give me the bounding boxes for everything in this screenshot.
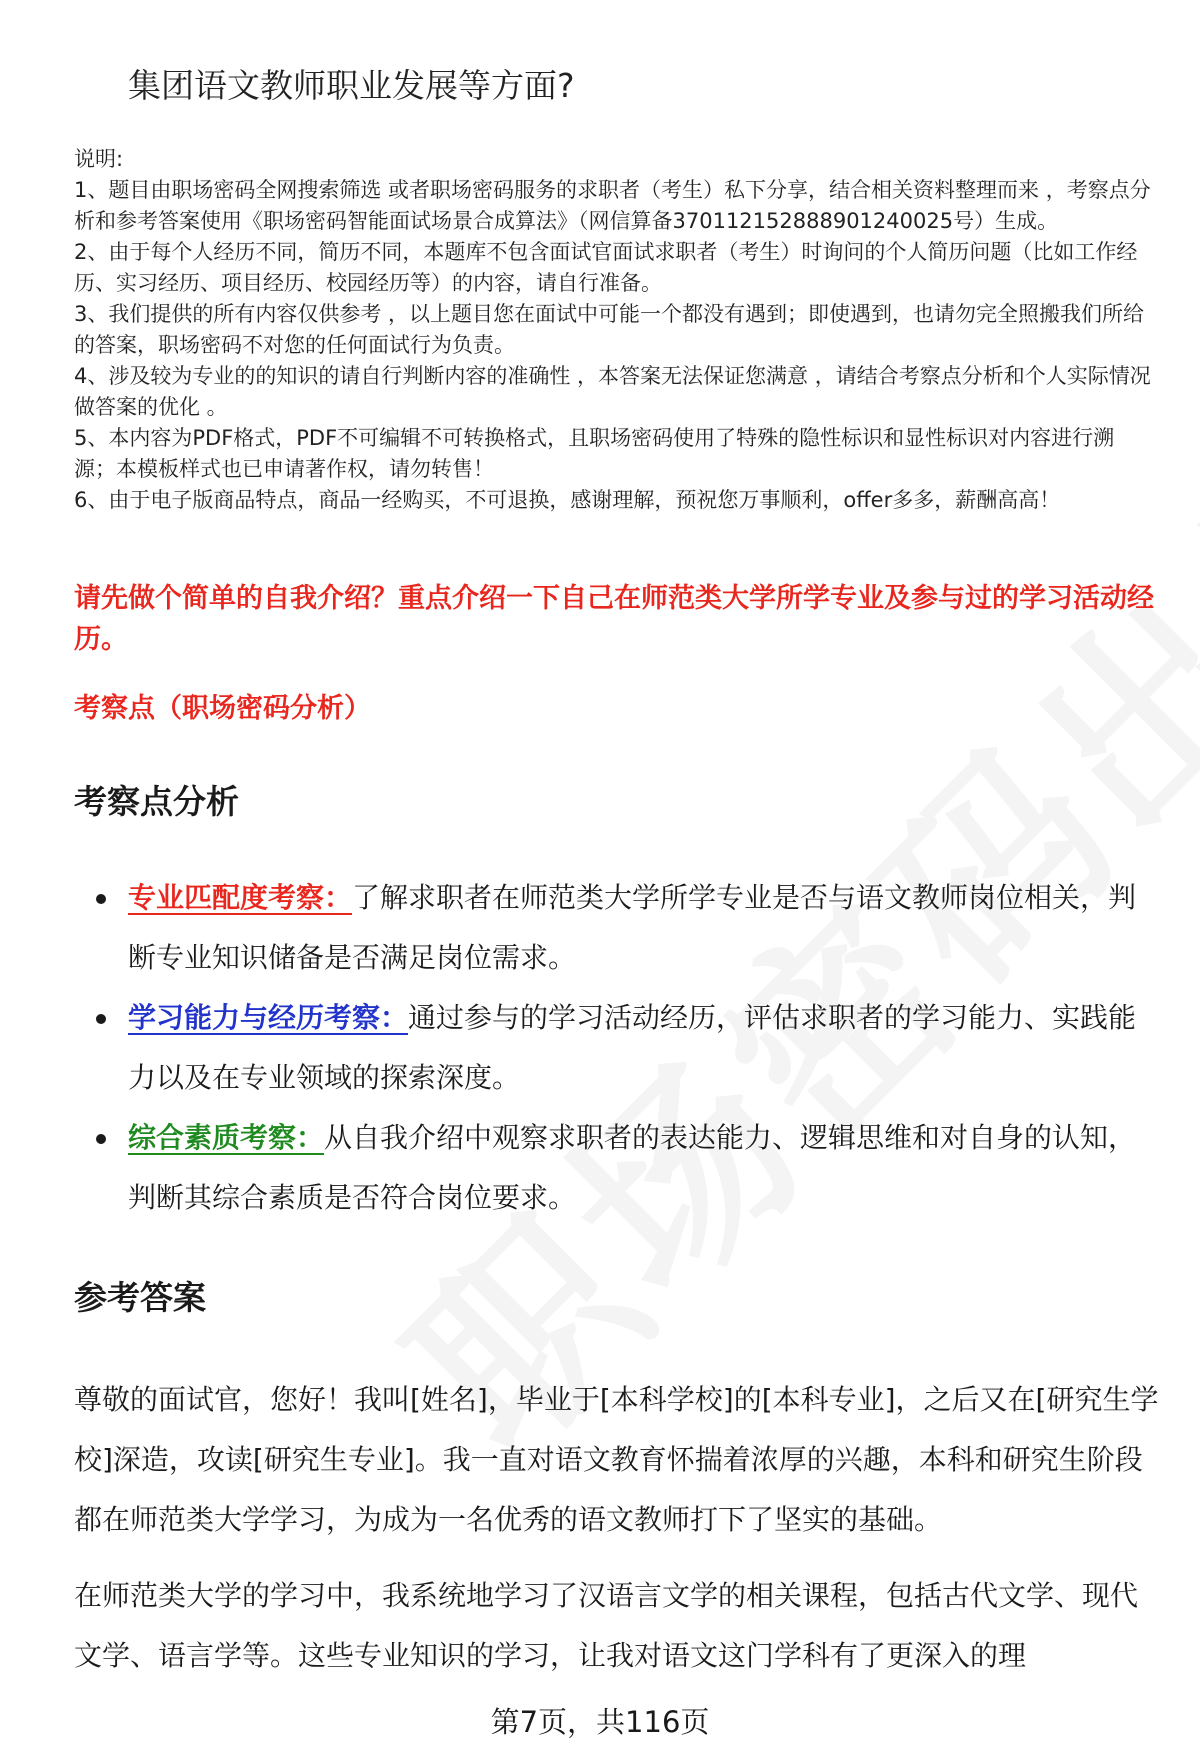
note-item: 2、由于每个人经历不同，简历不同，本题库不包含面试官面试求职者（考生）时询问的个人简历问题（比如工作经历、实习经历、项目经历、校园经历等）的内容，请自行准备。	[74, 240, 1138, 295]
notes-section	[74, 144, 1154, 516]
note-item: 4、涉及较为专业的的知识的请自行判断内容的准确性 ，本答案无法保证您满意 ，请结合考察点分析和个人实际情况做答案的优化 。	[74, 364, 1151, 419]
analysis-text: 从自我介绍中观察求职者的表达能力、逻辑思维和对自身的认知，判断其综合素质是否符合岗位要求。	[128, 1121, 1137, 1214]
analysis-item	[96, 868, 1156, 988]
analysis-text: 了解求职者在师范类大学所学专业是否与语文教师岗位相关，判断专业知识储备是否满足岗位需求。	[128, 881, 1137, 974]
assessment-points-label: 考察点（职场密码分析）	[74, 693, 371, 724]
analysis-item	[96, 988, 1156, 1108]
bullet-icon	[96, 1014, 106, 1024]
analysis-list	[96, 868, 1156, 1228]
bullet-icon	[96, 894, 106, 904]
note-item: 1、题目由职场密码全网搜索筛选 或者职场密码服务的求职者（考生）私下分享，结合相关资料整理而来 ，考察点分析和参考答案使用《职场密码智能面试场景合成算法》（网信算备370112152888901240025号）生成。	[74, 178, 1151, 233]
note-item: 6、由于电子版商品特点，商品一经购买，不可退换，感谢理解，预祝您万事顺利，offer多多，薪酬高高！	[74, 488, 1061, 512]
analysis-term: 综合素质考察：	[128, 1121, 325, 1154]
answer-paragraph: 尊敬的面试官，您好！我叫[姓名]，毕业于[本科学校]的[本科专业]，之后又在[研究生学校]深造，攻读[研究生专业]。我一直对语文教育怀揣着浓厚的兴趣，本科和研究生阶段都在师范类大学学习，为成为一名优秀的语文教师打下了坚实的基础。	[74, 1383, 1159, 1536]
analysis-term: 专业匹配度考察：	[128, 881, 353, 914]
notes-heading: 说明:	[74, 147, 124, 171]
analysis-item	[96, 1108, 1156, 1228]
note-item: 5、本内容为PDF格式，PDF不可编辑不可转换格式，且职场密码使用了特殊的隐性标识和显性标识对内容进行溯源；本模板样式也已申请著作权，请勿转售！	[74, 426, 1115, 481]
bullet-icon	[96, 1134, 106, 1144]
note-item: 3、我们提供的所有内容仅供参考 ，以上题目您在面试中可能一个都没有遇到；即使遇到，也请勿完全照搬我们所给的答案，职场密码不对您的任何面试行为负责。	[74, 302, 1145, 357]
analysis-term: 学习能力与经历考察：	[128, 1001, 409, 1034]
analysis-text: 通过参与的学习活动经历，评估求职者的学习能力、实践能力以及在专业领域的探索深度。	[128, 1001, 1137, 1094]
page-number: 第7页，共116页	[490, 1705, 710, 1739]
page-title: 集团语文教师职业发展等方面?	[128, 66, 575, 105]
answer-paragraph: 在师范类大学的学习中，我系统地学习了汉语言文学的相关课程，包括古代文学、现代文学、语言学等。这些专业知识的学习，让我对语文这门学科有了更深入的理	[74, 1579, 1139, 1672]
interview-question: 请先做个简单的自我介绍？重点介绍一下自己在师范类大学所学专业及参与过的学习活动经历。	[74, 583, 1154, 655]
answer-heading: 参考答案	[74, 1278, 206, 1317]
analysis-heading: 考察点分析	[74, 782, 239, 821]
